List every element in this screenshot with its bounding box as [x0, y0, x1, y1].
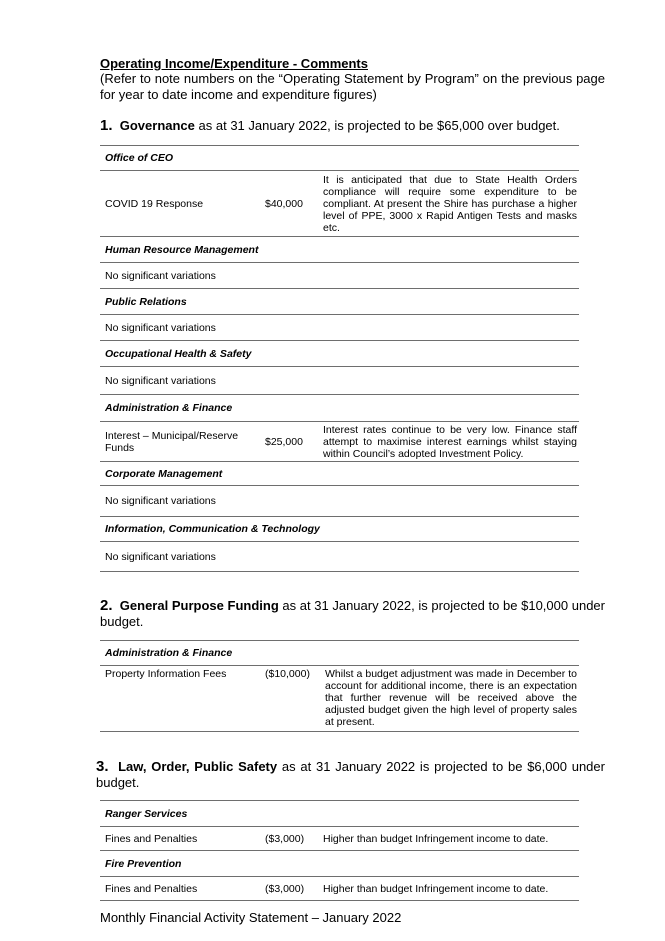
table-row — [100, 877, 579, 901]
amount-value: $40,000 — [262, 171, 317, 237]
amount-value: $25,000 — [262, 422, 317, 462]
item-label: COVID 19 Response — [100, 171, 262, 237]
category-row — [100, 641, 579, 666]
category-label: Office of CEO — [100, 146, 579, 171]
item-label: Property Information Fees — [100, 666, 262, 732]
category-label: Occupational Health & Safety — [100, 341, 579, 367]
item-label: No significant variations — [100, 542, 579, 572]
category-row — [100, 395, 579, 422]
category-row — [100, 851, 579, 877]
amount-value: ($3,000) — [262, 827, 317, 851]
category-row — [100, 517, 579, 542]
comment-text: Higher than budget Infringement income to date. — [317, 877, 579, 901]
item-label: No significant variations — [100, 486, 579, 517]
page-heading: Operating Income/Expenditure - Comments — [100, 56, 368, 71]
table-row — [100, 263, 579, 289]
table-row — [100, 367, 579, 395]
page-footer: Monthly Financial Activity Statement – January 2022 — [100, 910, 402, 925]
section-name: Governance — [119, 118, 195, 133]
category-label: Human Resource Management — [100, 237, 579, 263]
table-row — [100, 486, 579, 517]
section-3-table — [100, 800, 579, 901]
category-row — [100, 237, 579, 263]
section-1-title — [100, 118, 605, 134]
section-name: General Purpose Funding — [119, 598, 279, 613]
amount-value: ($3,000) — [262, 877, 317, 901]
item-label: Fines and Penalties — [100, 827, 262, 851]
category-row — [100, 146, 579, 171]
section-2-title — [100, 598, 605, 630]
section-2-table — [100, 640, 579, 732]
category-row — [100, 462, 579, 486]
comment-text: Interest rates continue to be very low. Finance staff attempt to maximise interest earnings whilst staying within Council’s adopted Investment Policy. — [317, 422, 579, 462]
item-label: No significant variations — [100, 263, 579, 289]
table-row — [100, 171, 579, 237]
table-row — [100, 422, 579, 462]
comment-text: Higher than budget Infringement income to date. — [317, 827, 579, 851]
table-row — [100, 542, 579, 572]
comment-text: It is anticipated that due to State Health Orders compliance will require some expenditure to be compliant. At present the Shire has purchase a higher level of PPE, 3000 x Rapid Antigen Tests and masks etc. — [317, 171, 579, 237]
category-label: Ranger Services — [100, 801, 579, 827]
section-number: 1. — [100, 117, 113, 134]
section-name: Law, Order, Public Safety — [118, 759, 278, 774]
section-number: 3. — [96, 758, 109, 775]
section-summary: as at 31 January 2022 is projected to be $6,000 under budget. — [96, 759, 605, 790]
item-label: No significant variations — [100, 367, 579, 395]
category-label: Information, Communication & Technology — [100, 517, 579, 542]
intro-note: (Refer to note numbers on the “Operating Statement by Program” on the previous page for year to date income and expenditure figures) — [100, 71, 605, 102]
category-row — [100, 289, 579, 315]
table-row — [100, 315, 579, 341]
section-3-title — [96, 759, 605, 791]
item-label: Fines and Penalties — [100, 877, 262, 901]
category-label: Administration & Finance — [100, 641, 579, 666]
section-summary: as at 31 January 2022, is projected to be $65,000 over budget. — [194, 118, 560, 133]
section-number: 2. — [100, 597, 113, 614]
table-row — [100, 827, 579, 851]
category-row — [100, 801, 579, 827]
category-label: Fire Prevention — [100, 851, 579, 877]
table-row — [100, 666, 579, 732]
section-1-table — [100, 145, 579, 572]
category-label: Corporate Management — [100, 462, 579, 486]
item-label: Interest – Municipal/Reserve Funds — [100, 422, 262, 462]
category-label: Administration & Finance — [100, 395, 579, 422]
item-label: No significant variations — [100, 315, 579, 341]
section-summary: as at 31 January 2022, is projected to be $10,000 under budget. — [100, 598, 605, 629]
comment-text: Whilst a budget adjustment was made in December to account for additional income, there is an expectation that further revenue will be received above the adjusted budget given the high level of property sales at present. — [319, 666, 579, 732]
category-row — [100, 341, 579, 367]
amount-value: ($10,000) — [262, 666, 319, 732]
category-label: Public Relations — [100, 289, 579, 315]
